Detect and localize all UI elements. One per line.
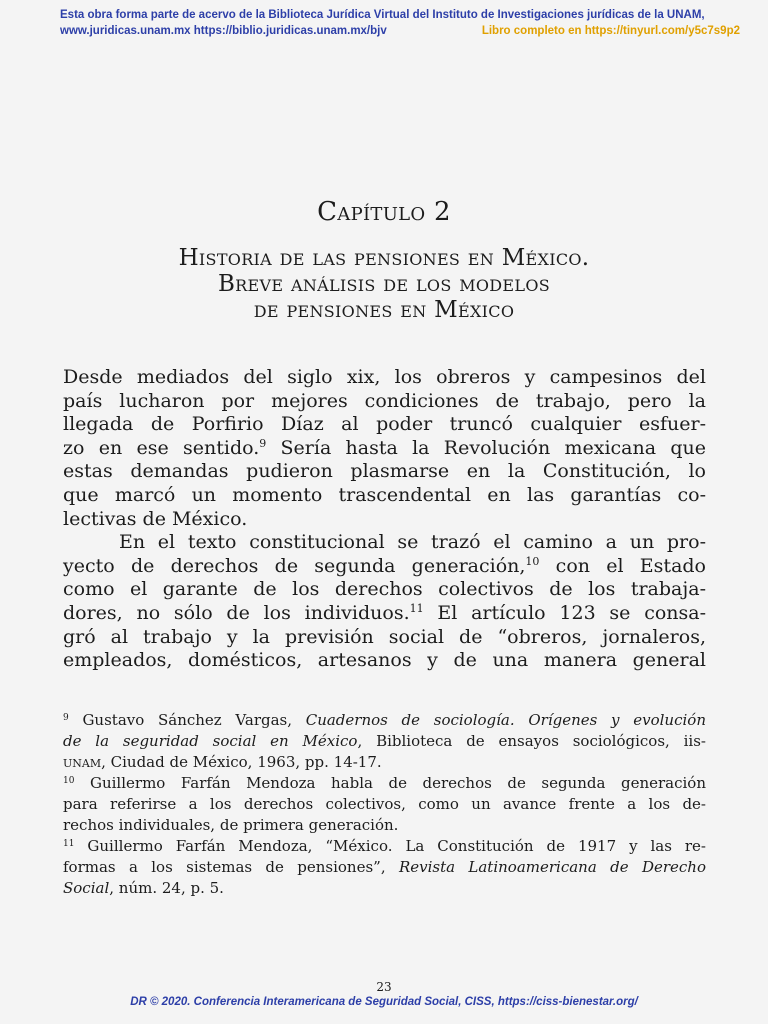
banner-line-1: Esta obra forma parte de acervo de la Biblioteca Jurídica Virtual del Instituto de Investigaciones jurídicas de la UNAM, (60, 9, 705, 21)
footnote-10-cont: para referirse a los derechos colectivos, como un avance frente a los de- (63, 795, 706, 813)
text-line: empleados, domésticos, artesanos y de una manera general (63, 649, 706, 672)
body-text (63, 366, 706, 673)
footnote-9-cont: de la seguridad social en México, Biblioteca de ensayos sociológicos, iis- (63, 732, 706, 750)
text-line: Desde mediados del siglo xix, los obreros y campesinos del (63, 366, 706, 388)
footnote-10-cont: rechos individuales, de primera generación. (63, 816, 399, 834)
footnote-11-cont: Social, núm. 24, p. 5. (63, 879, 224, 897)
text-line: En el texto constitucional se trazó el camino a un pro- (119, 531, 706, 554)
text-line: lectivas de México. (63, 507, 248, 530)
footnote-11-cont: formas a los sistemas de pensiones”, Revista Latinoamericana de Derecho (63, 858, 706, 876)
footnote-ref[interactable]: 11 (409, 601, 424, 615)
title-line: Historia de las pensiones en México. (178, 245, 590, 271)
text-line: llegada de Porfirio Díaz al poder truncó cualquier esfuer- (63, 413, 706, 436)
text-line: zo en ese sentido.$^9$ Sería hasta la Revolución mexicana que (63, 436, 706, 459)
footnote-9: $^9$ Gustavo Sánchez Vargas, Cuadernos de sociología. Orígenes y evolución (63, 711, 706, 729)
page-number: 23 (376, 980, 392, 994)
text-line: como el garante de los derechos colectivos de los trabaja- (63, 578, 706, 601)
text-line: dores, no sólo de los individuos.$^{11}$ El artículo 123 se consa- (63, 601, 707, 624)
copyright-footer[interactable]: DR © 2020. Conferencia Interamericana de Seguridad Social, CISS, https://ciss-bienestar.org/ (130, 996, 638, 1008)
title-line: de pensiones en México (253, 297, 515, 323)
text-line: país lucharon por mejores condiciones de trabajo, pero la (63, 389, 706, 412)
footnotes (63, 710, 706, 899)
footnote-10: $^{10}$ Guillermo Farfán Mendoza habla de derechos de segunda generación (63, 774, 706, 792)
text-line: estas demandas pudieron plasmarse en la Constitución, lo (63, 460, 706, 483)
text-line: que marcó un momento trascendental en las garantías co- (63, 483, 706, 506)
chapter-heading: Capítulo 2 (317, 197, 451, 227)
banner-links[interactable]: www.juridicas.unam.mx https://biblio.juridicas.unam.mx/bjv (60, 25, 387, 37)
footnote-11: $^{11}$ Guillermo Farfán Mendoza, “México. La Constitución de 1917 y las re- (63, 837, 706, 855)
full-book-link[interactable]: Libro completo en https://tinyurl.com/y5c7s9p2 (481, 25, 740, 37)
repository-banner (60, 8, 740, 38)
footnote-ref[interactable]: 10 (525, 554, 540, 568)
chapter-title (0, 245, 768, 323)
text-line: gró al trabajo y la previsión social de “obreros, jornaleros, (63, 625, 706, 648)
footnote-9-cont: unam, Ciudad de México, 1963, pp. 14-17. (63, 753, 382, 771)
title-line: Breve análisis de los modelos (217, 271, 551, 297)
text-line: yecto de derechos de segunda generación,$^{10}$ con el Estado (63, 554, 706, 577)
footnote-ref[interactable]: 9 (259, 436, 267, 450)
